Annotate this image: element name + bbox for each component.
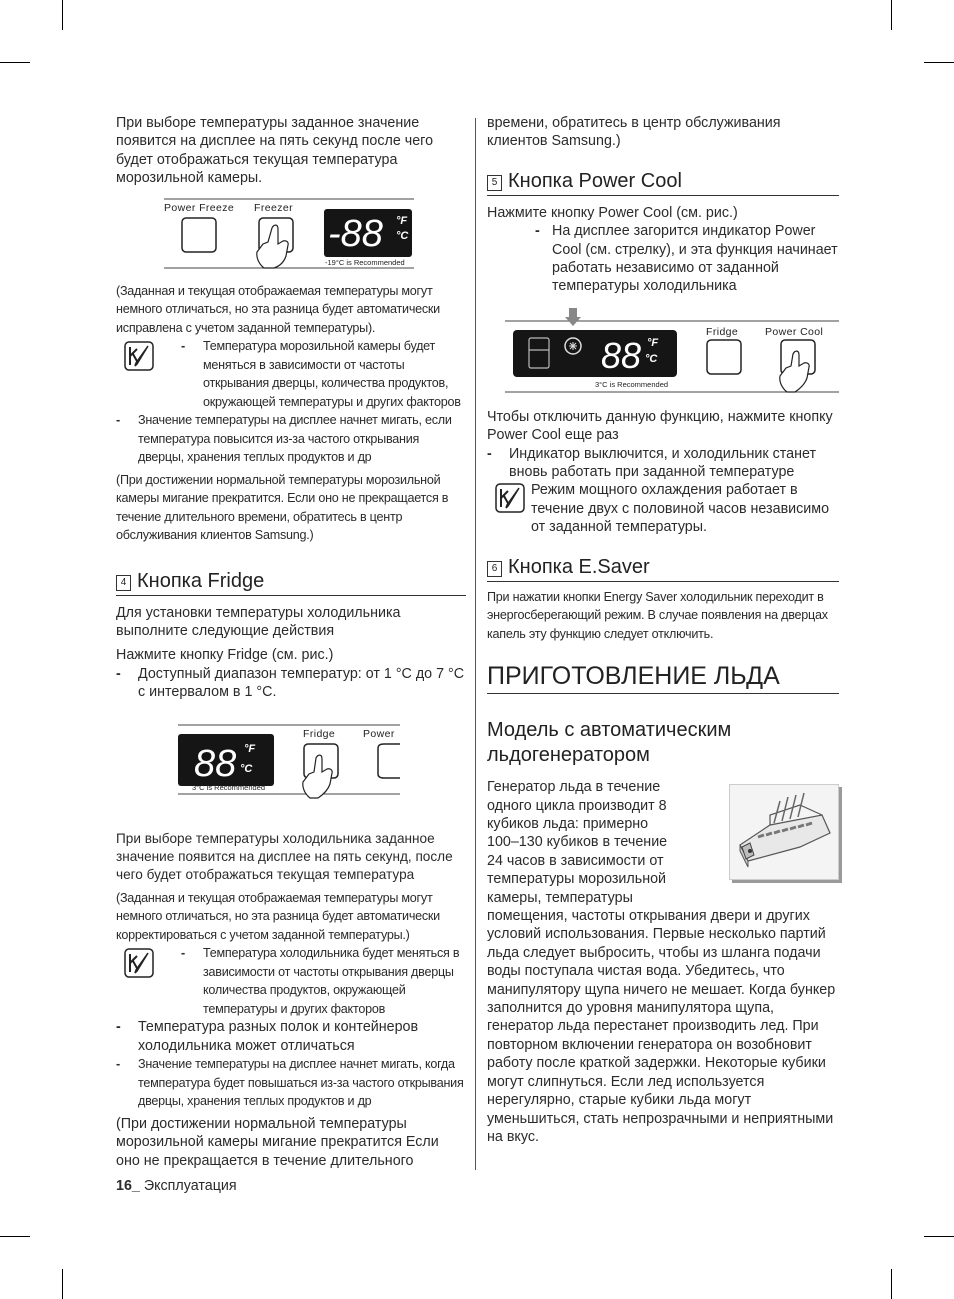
paragraph: Нажмите кнопку Fridge (см. рис.) bbox=[116, 647, 334, 664]
unit-c: °C bbox=[240, 762, 253, 775]
section-number: 5 bbox=[487, 175, 502, 191]
freezer-panel-illustration bbox=[164, 198, 414, 270]
bullet-item: - Индикатор выключится, и холодильник станет вновь работать при заданной температуре bbox=[487, 445, 839, 482]
fridge-panel-svg bbox=[178, 724, 400, 800]
fridge-label: Fridge bbox=[706, 325, 739, 338]
power-button[interactable] bbox=[378, 744, 400, 778]
unit-c: °C bbox=[645, 352, 658, 365]
crop-mark bbox=[891, 0, 892, 30]
paragraph: При нажатии кнопки Energy Saver холодильник переходит в энергосберегающий режим. В случае появления на дверцах капель эту функцию следует отключить. bbox=[487, 589, 828, 641]
paragraph: (Заданная и текущая отображаемая температуры могут немного отличаться, но эта разница будет автоматически корректироваться с учетом заданной температуры.) bbox=[116, 890, 440, 942]
crop-mark bbox=[62, 1269, 63, 1299]
crop-mark bbox=[62, 0, 63, 30]
paragraph: Генератор льда в течение одного цикла производит 8 кубиков льда: примерно 100–130 кубиков в течение 24 часов в зависимости от температуры морозильной камеры, температуры bbox=[487, 779, 668, 906]
ice-maker-image bbox=[729, 784, 839, 880]
crop-mark bbox=[891, 1269, 892, 1299]
section-title: Кнопка Fridge bbox=[137, 569, 265, 592]
note-block bbox=[116, 944, 466, 1018]
fridge-panel-illustration bbox=[178, 724, 400, 800]
paragraph: Чтобы отключить данную функцию, нажмите кнопку Power Cool еще раз bbox=[487, 408, 833, 444]
paragraph: (При достижении нормальной температуры морозильной камеры мигание прекратится. Если оно не прекращается в течение длительного времени, обратитесь в центр обслуживания клиентов Samsung.) bbox=[116, 472, 449, 543]
power-cool-panel-svg bbox=[505, 308, 839, 394]
note-block bbox=[116, 337, 466, 411]
note-item: - Температура холодильника будет меняться в зависимости от частоты открывания дверцы количества продуктов, окружающей температуры и других факторов bbox=[181, 944, 466, 1018]
crop-mark bbox=[924, 62, 954, 63]
left-column bbox=[116, 114, 466, 1170]
fridge-button[interactable] bbox=[707, 340, 741, 374]
note-icon bbox=[124, 948, 154, 983]
fridge-display-digits: 88 bbox=[194, 742, 237, 785]
arrow-down-icon bbox=[565, 308, 581, 326]
subheading-ice-maker-model: Модель с автоматическим льдогенератором bbox=[487, 719, 732, 767]
freezer-panel-svg bbox=[164, 198, 414, 270]
right-column bbox=[487, 114, 839, 1146]
footer-section: Эксплуатация bbox=[143, 1178, 237, 1194]
section-title: Кнопка Power Cool bbox=[508, 169, 682, 192]
section-heading-power-cool bbox=[487, 169, 839, 196]
fridge-label: Fridge bbox=[303, 727, 336, 740]
paragraph: При выборе температуры холодильника заданное значение появится на дисплее на пять секунд, после чего будет отображаться текущая температура bbox=[116, 830, 453, 883]
paragraph: Нажмите кнопку Power Cool (см. рис.) bbox=[487, 204, 738, 221]
page-number: 16_ bbox=[116, 1178, 140, 1194]
unit-f: °F bbox=[244, 742, 256, 755]
note-block bbox=[487, 481, 839, 536]
page-footer bbox=[116, 1178, 237, 1194]
freezer-display-digits: -88 bbox=[328, 212, 383, 255]
section-number: 4 bbox=[116, 575, 131, 591]
section-heading-ice: ПРИГОТОВЛЕНИЕ ЛЬДА bbox=[487, 661, 839, 694]
note-icon bbox=[124, 341, 154, 376]
note-item: - Температура морозильной камеры будет меняться в зависимости от частоты открывания дверцы, количества продуктов, окружающей температуры и других факторов bbox=[181, 337, 466, 411]
paragraph: (Заданная и текущая отображаемая температуры могут немного отличаться, но эта разница будет автоматически исправлена с учетом заданной температуры). bbox=[116, 283, 440, 335]
power-freeze-label: Power Freeze bbox=[164, 201, 235, 214]
paragraph: Для установки температуры холодильника выполните следующие действия bbox=[116, 604, 401, 640]
paragraph: времени, обратитесь в центр обслуживания клиентов Samsung.) bbox=[487, 115, 781, 150]
indented-item: - На дисплее загорится индикатор Power Cool (см. стрелку), и эта функция начинает работать независимо от заданной температуры холодильника bbox=[487, 222, 839, 296]
recommend-text: 3°C is Recommended bbox=[192, 782, 266, 792]
unit-c: °C bbox=[396, 229, 409, 242]
power-label: Power bbox=[363, 727, 395, 740]
crop-mark bbox=[0, 62, 30, 63]
section-number: 6 bbox=[487, 561, 502, 577]
power-freeze-button[interactable] bbox=[182, 218, 216, 252]
bullet-item: - Значение температуры на дисплее начнет мигать, если температура повысится из-за частого открывания дверцы, хранения теплых продуктов и др bbox=[116, 411, 466, 467]
unit-f: °F bbox=[647, 336, 659, 349]
fridge-display-digits: 88 bbox=[601, 334, 642, 376]
note-item: Режим мощного охлаждения работает в течение двух с половиной часов независимо от заданной температуры. bbox=[531, 482, 830, 536]
bullet-item: - Температура разных полок и контейнеров холодильника может отличаться bbox=[116, 1018, 466, 1055]
ice-maker-block bbox=[487, 778, 839, 1146]
unit-f: °F bbox=[396, 214, 408, 227]
recommend-text: 3°C is Recommended bbox=[595, 379, 669, 389]
recommend-text: -19°C is Recommended bbox=[325, 257, 405, 267]
section-title: Кнопка E.Saver bbox=[508, 555, 650, 578]
bullet-item: - Доступный диапазон температур: от 1 °C до 7 °C с интервалом в 1 °C. bbox=[116, 665, 466, 702]
paragraph: помещения, частоты открывания двери и других условий использования. Первые несколько партий льда следует выбросить, чтобы из шланга подачи воды поступала чистая вода. Убедитесь, что манипулятору щупа ничего не мешает. Когда бункер заполнится до уровня манипулятора щупа, генератор льда перестанет производить лед. При повторном включении генератора он возобновит работу после краткой задержки. Некоторые кубики могут слипнуться. Если лед используется нерегулярно, старые кубики льда могут уменьшиться, стать непрозрачными и неприятными на вкус. bbox=[487, 908, 836, 1145]
freezer-label: Freezer bbox=[254, 201, 293, 214]
paragraph: (При достижении нормальной температуры морозильной камеры мигание прекратится Если оно не прекращается в течение длительного bbox=[116, 1115, 439, 1169]
column-divider bbox=[475, 118, 476, 1170]
power-cool-panel-illustration bbox=[505, 308, 839, 394]
paragraph: При выборе температуры заданное значение появится на дисплее на пять секунд после чего будет отображаться текущая температура морозильной камеры. bbox=[116, 115, 434, 187]
crop-mark bbox=[0, 1236, 30, 1237]
bullet-item: - Значение температуры на дисплее начнет мигать, когда температура будет повышаться из-за частого открывания дверцы, хранения теплых продуктов и др bbox=[116, 1055, 466, 1111]
crop-mark bbox=[924, 1236, 954, 1237]
power-cool-label: Power Cool bbox=[765, 325, 824, 338]
section-heading-fridge bbox=[116, 569, 466, 596]
note-icon bbox=[495, 483, 525, 518]
section-heading-e-saver bbox=[487, 555, 839, 582]
